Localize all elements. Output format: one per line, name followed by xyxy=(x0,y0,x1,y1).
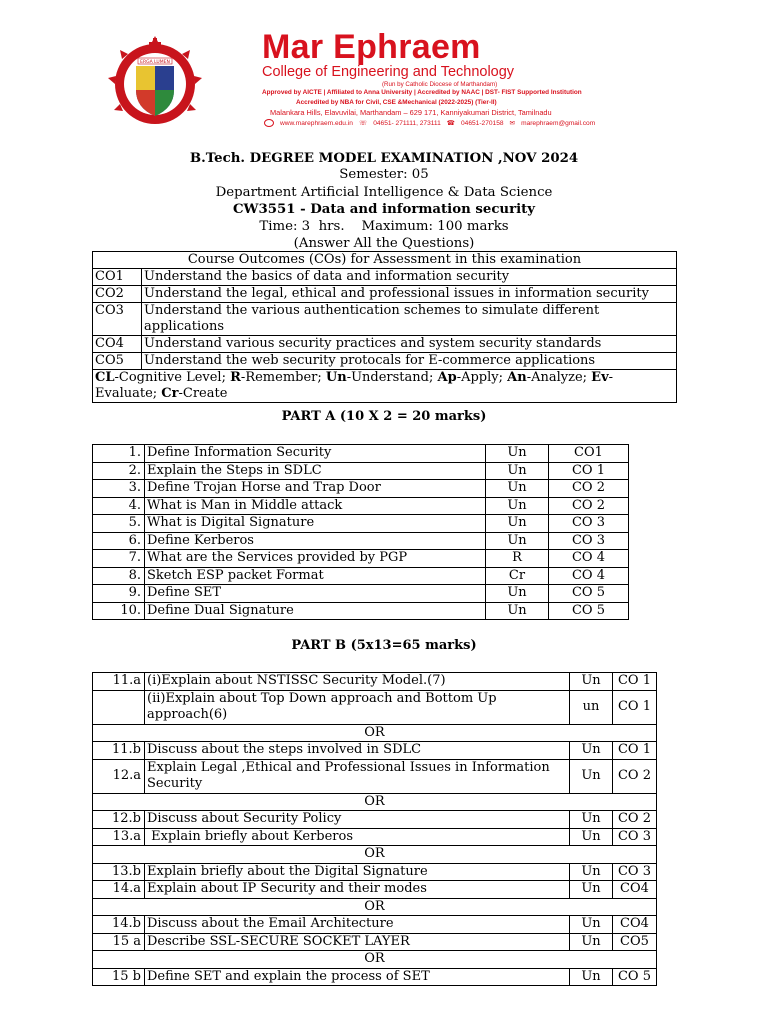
table-row xyxy=(93,828,657,846)
contact-line xyxy=(264,119,595,127)
legend-text: -Remember; xyxy=(240,370,326,385)
course-outcome: CO4 xyxy=(613,881,657,899)
cognitive-level: un xyxy=(570,690,613,724)
cognitive-level: Un xyxy=(570,811,613,829)
question-number: 9. xyxy=(93,585,145,603)
cognitive-level: Un xyxy=(486,480,549,498)
or-separator: OR xyxy=(93,951,657,969)
co-code: CO3 xyxy=(93,303,142,336)
course-outcome: CO 2 xyxy=(613,811,657,829)
co-text: Understand the basics of data and information security xyxy=(142,269,677,286)
course-outcome: CO5 xyxy=(613,933,657,951)
cognitive-level: Un xyxy=(570,881,613,899)
question-text: Discuss about Security Policy xyxy=(145,811,570,829)
co-legend-row xyxy=(93,370,677,403)
cognitive-level: Un xyxy=(486,602,549,620)
question-text: Define Dual Signature xyxy=(145,602,486,620)
co-code: CO2 xyxy=(93,286,142,303)
legend-text: -Cognitive Level; xyxy=(114,370,231,385)
co-code: CO4 xyxy=(93,336,142,353)
question-number: 13.b xyxy=(93,863,145,881)
course-outcome: CO 5 xyxy=(613,968,657,986)
question-number: 2. xyxy=(93,462,145,480)
nba-text: Accredited by NBA for Civil, CSE &Mechanical (2022-2025) (Tier-II) xyxy=(296,99,497,106)
question-text: Explain the Steps in SDLC xyxy=(145,462,486,480)
instruction: (Answer All the Questions) xyxy=(293,236,475,251)
co-table-title: Course Outcomes (COs) for Assessment in this examination xyxy=(93,252,677,269)
question-text: Define Kerberos xyxy=(145,532,486,550)
cognitive-level: Un xyxy=(486,532,549,550)
email-icon: ✉ xyxy=(509,120,516,127)
course-outcome: CO 3 xyxy=(613,828,657,846)
course-title: CW3551 - Data and information security xyxy=(232,202,536,217)
cognitive-level: R xyxy=(486,550,549,568)
course-outcome: CO 5 xyxy=(549,585,629,603)
legend-text: -Analyze; xyxy=(526,370,592,385)
part-a-title: PART A (10 X 2 = 20 marks) xyxy=(281,409,487,424)
legend-abbr: Ap xyxy=(437,370,457,385)
legend-abbr: R xyxy=(230,370,241,385)
course-outcome: CO 4 xyxy=(549,567,629,585)
question-number: 12.b xyxy=(93,811,145,829)
legend-text: -Apply; xyxy=(456,370,508,385)
time-marks: Time: 3 hrs. Maximum: 100 marks xyxy=(259,219,509,234)
question-text: Define SET and explain the process of SET xyxy=(145,968,570,986)
table-row xyxy=(93,480,629,498)
fax-icon: ☎ xyxy=(446,120,455,127)
question-number: 6. xyxy=(93,532,145,550)
question-number: 14.a xyxy=(93,881,145,899)
question-text: Explain about IP Security and their modes xyxy=(145,881,570,899)
exam-title: B.Tech. DEGREE MODEL EXAMINATION ,NOV 2024 xyxy=(189,151,579,166)
cognitive-level: Un xyxy=(570,933,613,951)
question-text: (i)Explain about NSTISSC Security Model.(7) xyxy=(145,673,570,691)
co-row xyxy=(93,336,677,353)
course-outcome: CO 1 xyxy=(549,462,629,480)
table-row xyxy=(93,585,629,603)
legend-abbr: CL xyxy=(95,370,115,385)
legend-text: -Understand; xyxy=(346,370,438,385)
question-number: 8. xyxy=(93,567,145,585)
legend-text: -Evaluate; xyxy=(95,370,614,401)
cognitive-level-legend xyxy=(93,370,677,403)
letterhead xyxy=(70,24,670,128)
cognitive-level: Un xyxy=(570,828,613,846)
phone-icon: ☏ xyxy=(358,120,368,127)
question-text: Sketch ESP packet Format xyxy=(145,567,486,585)
course-outcome: CO 1 xyxy=(613,690,657,724)
legend-abbr: Un xyxy=(325,370,347,385)
table-row xyxy=(93,567,629,585)
table-row xyxy=(93,759,657,793)
co-row xyxy=(93,269,677,286)
table-row xyxy=(93,532,629,550)
course-outcome: CO 2 xyxy=(549,497,629,515)
part-b-title: PART B (5x13=65 marks) xyxy=(291,638,477,653)
legend-abbr: An xyxy=(507,370,527,385)
table-row xyxy=(93,742,657,760)
legend-abbr: Cr xyxy=(161,386,179,401)
co-text: Understand the web security protocals for E-commerce applications xyxy=(142,353,677,370)
table-row xyxy=(93,462,629,480)
question-text: Define Trojan Horse and Trap Door xyxy=(145,480,486,498)
cognitive-level: Un xyxy=(570,759,613,793)
legend-abbr: Ev xyxy=(591,370,609,385)
question-text: Describe SSL-SECURE SOCKET LAYER xyxy=(145,933,570,951)
or-separator: OR xyxy=(93,898,657,916)
cognitive-level: Un xyxy=(486,585,549,603)
course-outcome: CO 2 xyxy=(613,759,657,793)
course-outcome: CO 1 xyxy=(613,742,657,760)
table-row xyxy=(93,690,657,724)
question-number: 10. xyxy=(93,602,145,620)
co-text: Understand the legal, ethical and professional issues in information security xyxy=(142,286,677,303)
or-separator: OR xyxy=(93,724,657,742)
question-text: What is Digital Signature xyxy=(145,515,486,533)
co-text: Understand the various authentication schemes to simulate different applications xyxy=(142,303,677,336)
address-text: Malankara Hills, Elavuvilai, Marthandam – 629 171, Kanniyakumari District, Tamilnadu xyxy=(270,108,552,117)
cognitive-level: Un xyxy=(486,462,549,480)
question-text: What is Man in Middle attack xyxy=(145,497,486,515)
question-text: Explain Legal ,Ethical and Professional Issues in Information Security xyxy=(145,759,570,793)
question-number: 1. xyxy=(93,445,145,463)
question-number: 7. xyxy=(93,550,145,568)
table-row xyxy=(93,445,629,463)
phone-text: 04651- 271111, 273111 xyxy=(373,119,441,127)
question-number: 13.a xyxy=(93,828,145,846)
question-text: Explain briefly about Kerberos xyxy=(145,828,570,846)
question-number: 15 b xyxy=(93,968,145,986)
or-row xyxy=(93,951,657,969)
table-row xyxy=(93,881,657,899)
course-outcome: CO 3 xyxy=(613,863,657,881)
or-row xyxy=(93,846,657,864)
question-number: 3. xyxy=(93,480,145,498)
website-text: www.marephraem.edu.in xyxy=(280,119,353,127)
course-outcome: CO 4 xyxy=(549,550,629,568)
course-outcome: CO 1 xyxy=(613,673,657,691)
course-outcomes-table xyxy=(92,251,677,403)
question-text: Explain briefly about the Digital Signature xyxy=(145,863,570,881)
question-number: 12.a xyxy=(93,759,145,793)
course-outcome: CO 5 xyxy=(549,602,629,620)
cognitive-level: Un xyxy=(570,863,613,881)
email-text: marephraem@gmail.com xyxy=(521,119,596,127)
question-number: 4. xyxy=(93,497,145,515)
legend-text: -Create xyxy=(178,386,228,401)
question-number: 11.b xyxy=(93,742,145,760)
course-outcome: CO 3 xyxy=(549,532,629,550)
cognitive-level: Un xyxy=(486,445,549,463)
globe-icon xyxy=(264,119,274,127)
table-row xyxy=(93,550,629,568)
question-text: What are the Services provided by PGP xyxy=(145,550,486,568)
co-code: CO1 xyxy=(93,269,142,286)
course-outcome: CO 2 xyxy=(549,480,629,498)
question-text: Define SET xyxy=(145,585,486,603)
college-subtitle: College of Engineering and Technology xyxy=(262,64,515,80)
cognitive-level: Un xyxy=(570,916,613,934)
or-row xyxy=(93,793,657,811)
table-row xyxy=(93,811,657,829)
co-text: Understand various security practices and system security standards xyxy=(142,336,677,353)
question-text: Discuss about the Email Architecture xyxy=(145,916,570,934)
table-row xyxy=(93,497,629,515)
question-number: 15 a xyxy=(93,933,145,951)
department: Department Artificial Intelligence & Data Science xyxy=(215,185,553,200)
table-row xyxy=(93,968,657,986)
approval-text: Approved by AICTE | Affiliated to Anna University | Accredited by NAAC | DST- FIST Supported Institution xyxy=(262,89,582,96)
or-separator: OR xyxy=(93,846,657,864)
co-row xyxy=(93,286,677,303)
question-number: 5. xyxy=(93,515,145,533)
table-row xyxy=(93,515,629,533)
question-text: Discuss about the steps involved in SDLC xyxy=(145,742,570,760)
course-outcome: CO4 xyxy=(613,916,657,934)
run-by-text: (Run by Catholic Diocese of Marthandam) xyxy=(382,81,498,88)
cognitive-level: Un xyxy=(570,742,613,760)
logo-motto: ERGA LUMEN xyxy=(140,60,170,65)
table-row xyxy=(93,933,657,951)
question-text: Define Information Security xyxy=(145,445,486,463)
table-row xyxy=(93,863,657,881)
part-b-table xyxy=(92,672,657,986)
table-row xyxy=(93,602,629,620)
table-row xyxy=(93,673,657,691)
cognitive-level: Un xyxy=(486,515,549,533)
fax-text: 04651-270158 xyxy=(461,119,504,127)
co-row xyxy=(93,303,677,336)
cognitive-level: Un xyxy=(570,968,613,986)
question-number: 14.b xyxy=(93,916,145,934)
question-number xyxy=(93,690,145,724)
or-separator: OR xyxy=(93,793,657,811)
college-logo xyxy=(100,32,210,128)
or-row xyxy=(93,898,657,916)
cognitive-level: Un xyxy=(570,673,613,691)
or-row xyxy=(93,724,657,742)
co-table-header xyxy=(93,252,677,269)
table-row xyxy=(93,916,657,934)
co-row xyxy=(93,353,677,370)
college-name: Mar Ephraem xyxy=(262,28,481,66)
question-text: (ii)Explain about Top Down approach and Bottom Up approach(6) xyxy=(145,690,570,724)
course-outcome: CO 3 xyxy=(549,515,629,533)
cognitive-level: Un xyxy=(486,497,549,515)
part-a-table xyxy=(92,444,629,620)
course-outcome: CO1 xyxy=(549,445,629,463)
co-code: CO5 xyxy=(93,353,142,370)
cognitive-level: Cr xyxy=(486,567,549,585)
question-number: 11.a xyxy=(93,673,145,691)
semester: Semester: 05 xyxy=(339,167,429,182)
